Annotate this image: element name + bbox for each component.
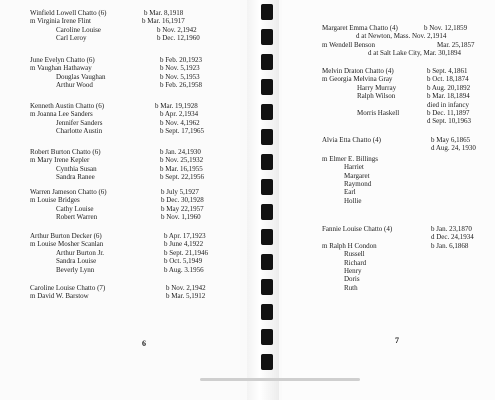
person-date: b May 6,1865 — [431, 136, 471, 144]
page-number: 7 — [395, 336, 399, 345]
death-note: d at Salt Lake City, Mar. 30,1894 — [368, 49, 462, 58]
family-entry — [0, 188, 240, 222]
spouse-date: b Dec. 30,1928 — [161, 196, 204, 205]
child-date: b Aug. 20,1892 — [427, 83, 471, 92]
left-page — [0, 0, 240, 400]
person-name: Kenneth Austin Chatto (6) — [30, 102, 105, 110]
person-date: b Feb. 20,1923 — [160, 56, 202, 64]
spouse-name: m Louise Bridges — [30, 196, 80, 205]
binding-ring — [261, 54, 273, 70]
spouse-date: b Mar. 16,1917 — [142, 17, 185, 26]
binding-ring — [261, 179, 273, 195]
death-note: d Aug. 24, 1930 — [431, 144, 476, 153]
family-entry — [0, 284, 240, 301]
person-name: Winfield Lowell Chatto (6) — [30, 9, 107, 17]
death-note: died in infancy — [427, 100, 469, 109]
child-name: Hollie — [344, 196, 362, 205]
family-entry — [0, 102, 240, 136]
family-entry — [0, 9, 240, 43]
child-name: Ralph Wilson — [357, 92, 396, 101]
binding-ring — [261, 304, 273, 320]
spouse-date: b Jan. 6,1868 — [431, 241, 469, 250]
person-date: b Nov. 12,1859 — [424, 24, 468, 32]
family-entry — [282, 24, 495, 58]
binding-ring — [261, 204, 273, 220]
child-date: b Oct. 5,1949 — [164, 257, 203, 266]
death-note: d at Newton, Mass. Nov. 2,1914 — [356, 32, 447, 41]
binding-ring — [261, 354, 273, 370]
person-name: Fannie Louise Chatto (4) — [322, 225, 393, 233]
child-date: b Nov. 5,1953 — [160, 72, 200, 81]
binding-ring — [261, 254, 273, 270]
child-date: b Mar. 18,1894 — [427, 92, 470, 101]
child-name: Sandra Ranee — [56, 173, 95, 182]
person-name: Alvia Etta Chatto (4) — [322, 136, 381, 144]
child-name: Russell — [344, 250, 365, 259]
person-name: Melvin Draton Chatto (4) — [322, 67, 394, 75]
person-name: Caroline Louise Chatto (7) — [30, 284, 106, 292]
child-date: b Dec. 11,1897 — [427, 108, 470, 117]
person-name: Warren Jameson Chatto (6) — [30, 188, 107, 196]
family-entry — [0, 232, 240, 274]
binding-ring — [261, 279, 273, 295]
spouse-name: m Mary Irene Kepler — [30, 156, 90, 165]
spouse-name: m Wendell Benson — [322, 40, 375, 49]
child-name: Carl Leroy — [56, 34, 87, 43]
child-date: b Feb. 26,1958 — [160, 81, 202, 90]
binding-ring — [261, 129, 273, 145]
binding-ring — [261, 79, 273, 95]
spouse-date: b Apr. 2,1934 — [160, 110, 199, 119]
right-page — [282, 0, 495, 400]
family-entry — [0, 56, 240, 90]
binding-ring — [261, 329, 273, 345]
spiral-binding — [247, 0, 279, 400]
binding-ring — [261, 154, 273, 170]
child-name: Richard — [344, 258, 367, 267]
family-entry — [282, 225, 495, 292]
child-name: Raymond — [344, 179, 372, 188]
child-date: b Mar. 16,1955 — [160, 164, 203, 173]
child-date: b Nov. 2,1942 — [157, 25, 197, 34]
spouse-date: b June 4,1922 — [164, 240, 204, 249]
spouse-name: m Georgia Melvina Gray — [322, 75, 393, 84]
child-name: Harry Murray — [357, 83, 397, 92]
person-name: Margaret Emma Chatto (4) — [322, 24, 398, 32]
spouse-date: b Nov. 25,1932 — [160, 156, 204, 165]
person-date: b Mar. 8,1918 — [144, 9, 184, 17]
page-number: 6 — [142, 339, 146, 348]
child-name: Doris — [344, 275, 360, 284]
person-name: June Evelyn Chatto (6) — [30, 56, 95, 64]
family-entry — [282, 67, 495, 126]
child-name: Caroline Louise — [56, 25, 101, 34]
binding-ring — [261, 229, 273, 245]
person-date: b Mar. 19,1928 — [155, 102, 198, 110]
child-name: Robert Warren — [56, 213, 98, 222]
child-name: Earl — [344, 188, 356, 197]
child-name: Douglas Vaughan — [56, 72, 106, 81]
spouse-name: m Elmer E. Billings — [322, 154, 378, 163]
child-date: b Sept. 22,1956 — [160, 173, 204, 182]
person-name: Robert Burton Chatto (6) — [30, 148, 101, 156]
child-name: Henry — [344, 266, 362, 275]
child-date: b Sept. 17,1965 — [160, 127, 204, 136]
child-name: Cathy Louise — [56, 204, 94, 213]
family-entry — [282, 136, 495, 205]
spouse-name: m Virginia Irene Flint — [30, 17, 91, 26]
person-name: Arthur Burton Decker (6) — [30, 232, 102, 240]
child-name: Charlotte Austin — [56, 127, 103, 136]
spouse-name: m Vaughan Hathaway — [30, 64, 92, 73]
child-name: Morris Haskell — [357, 108, 400, 117]
spouse-name: m David W. Barstow — [30, 292, 89, 301]
family-entry — [0, 148, 240, 182]
child-date: b Aug. 3.1956 — [164, 265, 204, 274]
spouse-name: m Joanna Lee Sanders — [30, 110, 93, 119]
person-date: b Nov. 2,1942 — [166, 284, 206, 292]
child-date: b Nov. 4,1962 — [160, 118, 200, 127]
spouse-name: m Ralph H Condon — [322, 241, 377, 250]
death-note: d Sept. 10,1963 — [427, 117, 471, 126]
child-name: Harriet — [344, 163, 364, 172]
child-name: Jennifer Sanders — [56, 118, 103, 127]
spouse-date: b Nov. 5,1923 — [160, 64, 200, 73]
child-name: Ruth — [344, 283, 358, 292]
person-date: b Jan. 23,1870 — [431, 225, 472, 233]
child-date: b Dec. 12,1960 — [157, 34, 200, 43]
child-date: b Nov. 1,1960 — [161, 213, 201, 222]
child-date: b May 22,1957 — [161, 204, 204, 213]
person-date: b Apr. 17,1923 — [164, 232, 206, 240]
person-date: b Jan. 24,1930 — [160, 148, 201, 156]
person-date: b Sept. 4,1861 — [427, 67, 468, 75]
death-note: d Dec. 24,1934 — [431, 233, 474, 242]
person-date: b July 5,1927 — [161, 188, 199, 196]
child-name: Margaret — [344, 171, 370, 180]
binding-ring — [261, 4, 273, 20]
child-name: Arthur Wood — [56, 81, 93, 90]
page-edge-shadow — [200, 378, 360, 381]
child-name: Beverly Lynn — [56, 265, 95, 274]
spouse-date: Mar. 25,1857 — [437, 40, 475, 49]
child-name: Arthur Burton Jr. — [56, 248, 105, 257]
binding-ring — [261, 29, 273, 45]
spouse-date: b Oct. 18,1874 — [427, 75, 469, 84]
spouse-name: m Louise Mosher Scanlan — [30, 240, 104, 249]
binding-ring — [261, 104, 273, 120]
child-name: Cynthia Susan — [56, 164, 97, 173]
spouse-date: b Mar. 5,1912 — [166, 292, 206, 301]
child-name: Sandra Louise — [56, 257, 97, 266]
child-date: b Sept. 21,1946 — [164, 248, 208, 257]
